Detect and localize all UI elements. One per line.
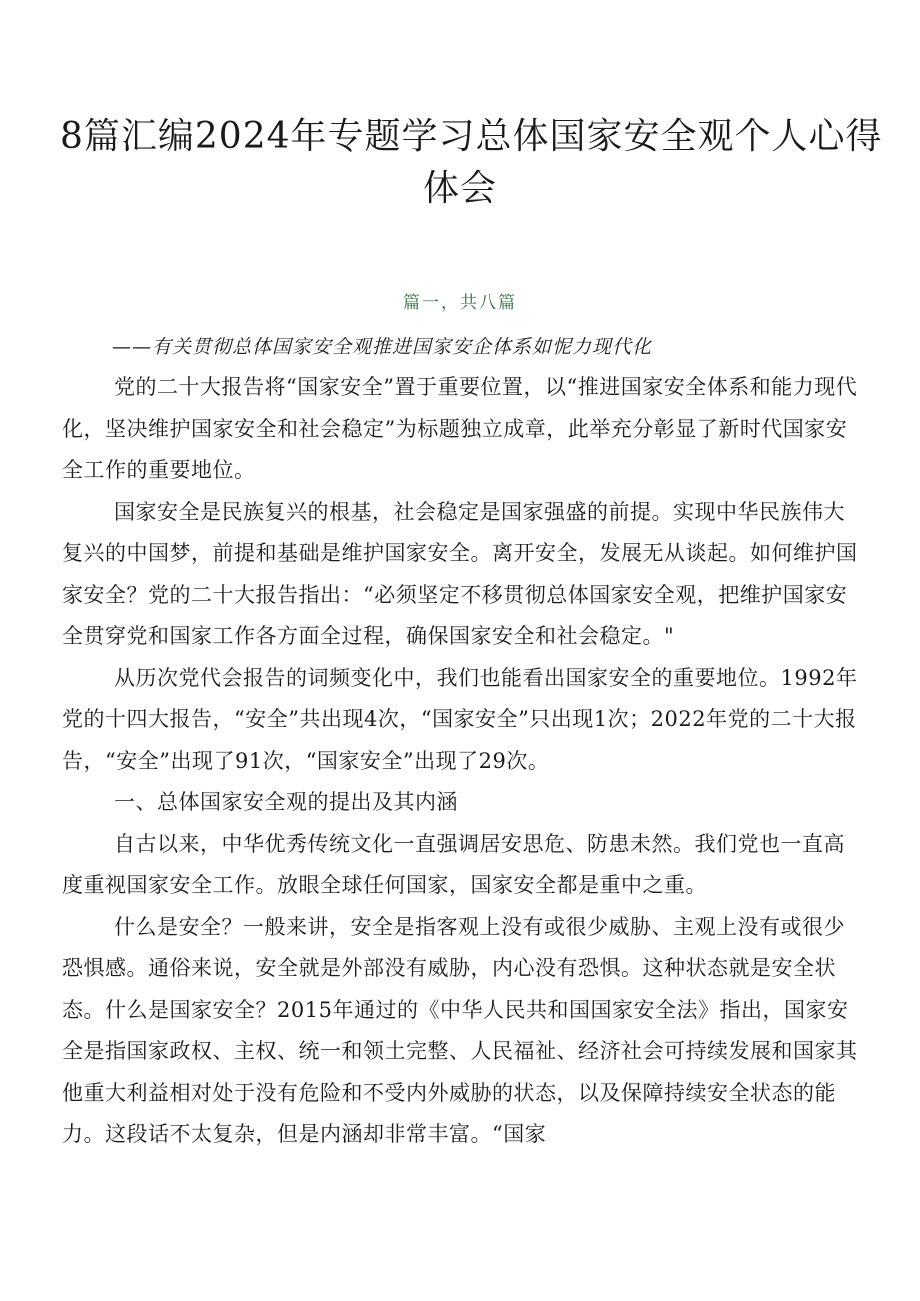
paragraph-2: 国家安全是民族复兴的根基，社会稳定是国家强盛的前提。实现中华民族伟大复兴的中国梦，前提和基础是维护国家安全。离开安全，发展无从谈起。如何维护国家安全？党的二十大报告指出：“必须坚定不移贯彻总体国家安全观，把维护国家安全贯穿党和国家工作各方面全过程，确保国家安全和社会稳定。" [62,499,858,648]
section-subtitle: ——有关贯彻总体国家安全观推进国家安企体系如怩力现代化 [112,336,653,358]
document-body [62,367,860,1156]
section-heading-1: 一、总体国家安全观的提出及其内涵 [114,790,458,814]
document-title-line-2: 体会 [422,168,497,209]
paragraph-5: 什么是安全？一般来讲，安全是指客观上没有或很少威胁、主观上没有或很少恐惧感。通俗来说，安全就是外部没有威胁，内心没有恐惧。这种状态就是安全状态。什么是国家安全？2015年通过的《中华人民共和国国家安全法》指出，国家安全是指国家政权、主权、统一和领土完整、人民福祉、经济社会可持续发展和国家其他重大利益相对处于没有危险和不受内外威胁的状态，以及保障持续安全状态的能力。这段话不太复杂，但是内涵却非常丰富。“国家 [62,914,858,1146]
paragraph-4: 自古以来，中华优秀传统文化一直强调居安思危、防患未然。我们党也一直高度重视国家安全工作。放眼全球任何国家，国家安全都是重中之重。 [62,831,845,897]
section-label: 篇一，共八篇 [403,293,517,313]
document-title-line-1: 8篇汇编2024年专题学习总体国家安全观个人心得 [60,116,883,157]
paragraph-1: 党的二十大报告将“国家安全”置于重要位置，以“推进国家安全体系和能力现代化，坚决维护国家安全和社会稳定”为标题独立成章，此举充分彰显了新时代国家安全工作的重要地位。 [62,375,858,482]
paragraph-3: 从历次党代会报告的词频变化中，我们也能看出国家安全的重要地位。1992年党的十四大报告，“安全”共出现4次，“国家安全”只出现1次；2022年党的二十大报告，“安全”出现了91次，“国家安全”出现了29次。 [62,665,858,773]
